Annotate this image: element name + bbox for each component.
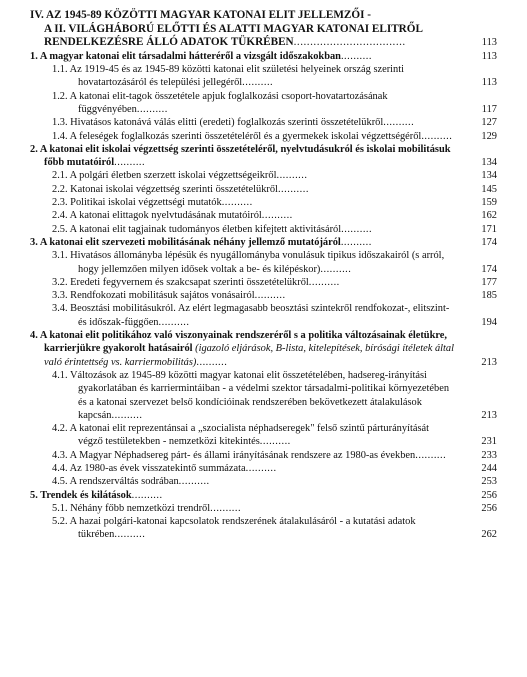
toc-leader-dots: .......... <box>114 529 146 541</box>
toc-page-number: 129 <box>481 130 497 142</box>
toc-entry-title: 5. Trendek és kilátások.......... <box>30 489 163 501</box>
toc-entry-title: 4. A katonai elit politikához való viszonyainak rendszeréről s a politika változásainak életükre, karrierjükre gyakorolt hatásairól (igazoló eljárások, B-lista, kitelepítések, bírósági ítéletek által való érintettség vs. karriermobilitás).......... <box>30 330 454 368</box>
toc-page-number: 113 <box>481 50 497 62</box>
toc-leader-dots: .......... <box>196 356 228 368</box>
toc-leader-dots: .......... <box>111 409 143 421</box>
toc-entry-title: 1.2. A katonai elit-tagok összetétele apjuk foglalkozási csoport-hovatartozásának függvényében.......... <box>52 90 388 115</box>
toc-page-number: 113 <box>481 77 497 89</box>
toc-entry-title: 3. A katonai elit szervezeti mobilitásának néhány jellemző mutatójáról.......... <box>30 236 372 248</box>
toc-entry-title: 2.4. A katonai elittagok nyelvtudásának mutatóiról.......... <box>52 210 293 222</box>
toc-leader-dots: .......... <box>341 223 373 235</box>
toc-entry-title: 4.4. Az 1980-as évek visszatekintő summázata.......... <box>52 462 277 474</box>
toc-page-number: 174 <box>481 236 497 248</box>
toc-leader-dots: .......... <box>221 197 253 209</box>
toc-entry-title: 1. A magyar katonai elit társadalmi hátteréről a vizsgált időszakokban.......... <box>30 50 372 62</box>
toc-subsection-entry <box>30 90 497 117</box>
toc-entry-title: 2.2. Katonai iskolai végzettség szerinti összetételükről.......... <box>52 183 309 195</box>
toc-entry-title: 4.1. Változások az 1945-89 közötti magyar katonai elit összetételében, hadsereg-irányítási gyakorlatában és karriermintáiban - a védelmi szektor társadalmi-politikai környezetében és a katonai szervezet belső kondícióinak rendszerében bekövetkezett átalakulások kapcsán.......... <box>52 369 450 421</box>
toc-page-number: 162 <box>481 210 497 222</box>
toc-leader-dots: .......... <box>277 183 309 195</box>
toc-subsection-entry <box>30 449 497 462</box>
toc-page-number: 194 <box>481 316 497 328</box>
toc-entry-title: 3.4. Beosztási mobilitásukról. Az elért legmagasabb beosztási szintekről rendfokozat-, elitszint- és időszak-függően.......... <box>52 303 450 328</box>
toc-leader-dots: .......... <box>340 50 372 62</box>
toc-entry-title: 1.3. Hivatásos katonává válás elitti (eredeti) foglalkozás szerinti összetételükről.......... <box>52 117 415 129</box>
toc-subsection-entry <box>30 462 497 475</box>
toc-subsection-entry <box>30 249 497 276</box>
chapter-heading-line1: IV. AZ 1945-89 KÖZÖTTI MAGYAR KATONAI ELIT JELLEMZŐI - <box>30 9 371 21</box>
toc-subsection-entry <box>30 223 497 236</box>
toc-list <box>30 50 497 542</box>
toc-subsection-entry <box>30 475 497 488</box>
toc-page-number: 174 <box>481 263 497 275</box>
toc-subsection-entry <box>30 302 497 329</box>
toc-subsection-entry <box>30 276 497 289</box>
toc-entry-title: 4.2. A katonai elit reprezentánsai a „szocialista néphadseregek" felső szintű párturányítását végző testületekben - nemzetközi kitekintés.......... <box>52 423 430 448</box>
toc-entry-title: 3.2. Eredeti fegyvernem és szakcsapat szerinti összetételükről.......... <box>52 276 340 288</box>
toc-leader-dots: .......... <box>254 290 286 302</box>
toc-section-entry <box>30 143 497 170</box>
toc-section-entry <box>30 489 497 502</box>
toc-entry-title: 2.5. A katonai elit tagjainak tudományos életben kifejtett aktivitásáról.......... <box>52 223 373 235</box>
toc-subsection-entry <box>30 63 497 90</box>
toc-page-number: 171 <box>481 223 497 235</box>
toc-page-number: 262 <box>481 529 497 541</box>
toc-leader-dots: .......... <box>340 236 372 248</box>
toc-subsection-entry <box>30 209 497 222</box>
chapter-heading-line3-row <box>30 36 497 50</box>
toc-subsection-entry <box>30 502 497 515</box>
chapter-heading-page: 113 <box>481 37 497 49</box>
toc-entry-title: 3.3. Rendfokozati mobilitásuk sajátos vonásairól.......... <box>52 290 286 302</box>
toc-page-number: 256 <box>481 489 497 501</box>
toc-entry-title: 2.3. Politikai iskolai végzettségi mutatók.......... <box>52 197 253 209</box>
toc-leader-dots: .......... <box>242 77 274 89</box>
toc-leader-dots: .......... <box>245 462 277 474</box>
toc-leader-dots: .......... <box>308 276 340 288</box>
toc-page-number: 117 <box>481 103 497 115</box>
toc-entry-title: 4.3. A Magyar Néphadsereg párt- és állami irányításának rendszere az 1980-as években.......... <box>52 449 447 461</box>
toc-subsection-entry <box>30 116 497 129</box>
toc-page-number: 145 <box>481 183 497 195</box>
toc-leader-dots: .......... <box>259 436 291 448</box>
toc-page-number: 177 <box>481 276 497 288</box>
toc-page-number: 134 <box>481 170 497 182</box>
toc-entry-title: 1.1. Az 1919-45 és az 1945-89 közötti katonai elit születési helyeinek ország szerinti hovatartozásáról és települési jellegéről.......... <box>52 64 405 89</box>
toc-subsection-entry <box>30 515 497 542</box>
toc-page-number: 253 <box>481 476 497 488</box>
toc-page-number: 244 <box>481 462 497 474</box>
toc-subsection-entry <box>30 369 497 422</box>
toc-section-entry <box>30 50 497 63</box>
toc-leader-dots: .......... <box>383 117 415 129</box>
toc-entry-title: 5.1. Néhány főbb nemzetközi trendről.......... <box>52 502 242 514</box>
toc-leader-dots: .......... <box>158 316 190 328</box>
toc-entry-title: 4.5. A rendszerváltás sodrában.......... <box>52 476 210 488</box>
chapter-heading-line3: RENDELKEZÉSRE ÁLLÓ ADATOK TÜKRÉBEN.................................. <box>44 36 406 49</box>
toc-leader-dots: .......... <box>276 170 308 182</box>
toc-entry-title: 5.2. A hazai polgári-katonai kapcsolatok rendszerének átalakulásáról - a kutatási adatok tükrében.......... <box>52 516 416 541</box>
toc-leader-dots: .......... <box>210 502 242 514</box>
toc-leader-dots: .......... <box>136 103 168 115</box>
toc-subsection-entry <box>30 130 497 143</box>
toc-leader-dots: .......... <box>415 449 447 461</box>
toc-entry-title: 2.1. A polgári életben szerzett iskolai végzettségeikről.......... <box>52 170 308 182</box>
toc-subsection-entry <box>30 289 497 302</box>
toc-entry-italic-note: (igazoló eljárások, B-lista, kitelepítések, bírósági ítéletek által való érintettség vs. karriermobilitás) <box>44 343 454 368</box>
toc-page-number: 134 <box>481 157 497 169</box>
toc-leader-dots: .......... <box>261 210 293 222</box>
toc-leader-dots: .......... <box>421 130 453 142</box>
toc-page-number: 159 <box>481 197 497 209</box>
toc-leader-dots: .......... <box>320 263 352 275</box>
toc-subsection-entry <box>30 183 497 196</box>
toc-leader-dots: .......... <box>178 476 210 488</box>
toc-page-number: 213 <box>481 409 497 421</box>
toc-leader-dots: .......... <box>131 489 163 501</box>
chapter-heading <box>30 9 497 50</box>
toc-page-number: 233 <box>481 449 497 461</box>
toc-subsection-entry <box>30 196 497 209</box>
toc-entry-title: 3.1. Hivatásos állományba lépésük és nyugállományba vonulásuk tipikus időszakairól (s arról, hogy jellemzően milyen idősek voltak a be- és kilépéskor).......... <box>52 250 445 275</box>
toc-section-entry <box>30 236 497 249</box>
toc-page-number: 185 <box>481 290 497 302</box>
toc-entry-title: 2. A katonai elit iskolai végzettség szerinti összetételéről, nyelvtudásukról és iskolai mobilitásuk főbb mutatóiról.......... <box>30 143 451 169</box>
toc-section-entry <box>30 329 497 369</box>
toc-page-number: 231 <box>481 436 497 448</box>
toc-subsection-entry <box>30 422 497 449</box>
toc-entry-title: 1.4. A feleségek foglalkozás szerinti összetételéről és a gyermekek iskolai végzettségéről.......... <box>52 130 453 142</box>
toc-page-number: 127 <box>481 117 497 129</box>
toc-page-number: 256 <box>481 502 497 514</box>
chapter-heading-line2: A II. VILÁGHÁBORÚ ELŐTTI ÉS ALATTI MAGYAR KATONAI ELITRŐL <box>44 22 423 35</box>
toc-page-number: 213 <box>481 356 497 368</box>
toc-subsection-entry <box>30 169 497 182</box>
toc-leader-dots: .......... <box>114 157 146 169</box>
